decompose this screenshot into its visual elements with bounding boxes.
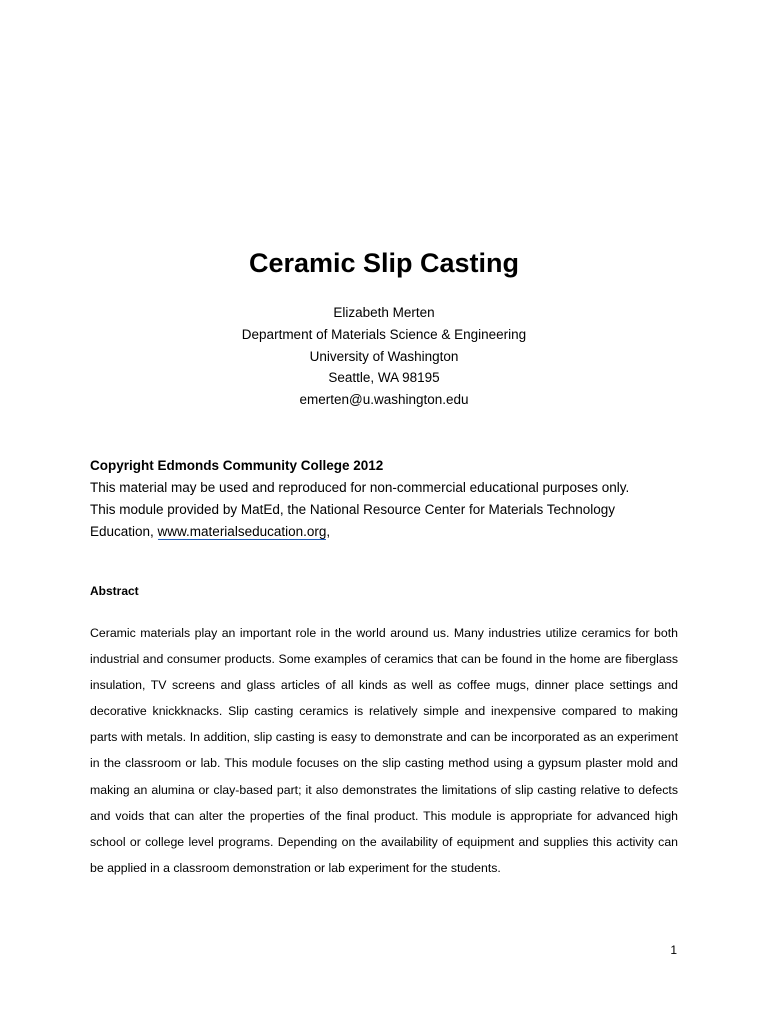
materialseducation-link[interactable]: www.materialseducation.org bbox=[157, 524, 327, 539]
copyright-line-2: This module provided by MatEd, the National Resource Center for Materials Technology bbox=[90, 502, 616, 517]
author-email: emerten@u.washington.edu bbox=[299, 392, 469, 408]
author-name: Elizabeth Merten bbox=[333, 305, 435, 320]
author-university: University of Washington bbox=[309, 348, 459, 364]
page-number: 1 bbox=[670, 943, 677, 957]
copyright-line-3 bbox=[90, 521, 690, 543]
copyright-line-1: This material may be used and reproduced for non-commercial educational purposes only. bbox=[90, 480, 630, 495]
author-location: Seattle, WA 98195 bbox=[328, 370, 440, 386]
abstract-text: Ceramic materials play an important role in the world around us. Many industries utilize ceramics for both industrial and consumer products. Some examples of ceramics that can be found in the home are fiberglass insulation, TV screens and glass articles of all kinds as well as coffee mugs, dinner place settings and decorative knickknacks. Slip casting ceramics is relatively simple and inexpensive compared to making parts with metals. In addition, slip casting is easy to demonstrate and can be incorporated as an experiment in the classroom or lab. This module focuses on the slip casting method using a gypsum plaster mold and making an alumina or clay-based part; it also demonstrates the limitations of slip casting relative to defects and voids that can alter the properties of the final product. This module is appropriate for advanced high school or college level programs. Depending on the availability of equipment and supplies this activity can be applied in a classroom demonstration or lab experiment for the students. bbox=[90, 626, 678, 875]
copyright-line-3-prefix: Education, bbox=[90, 524, 158, 539]
abstract-heading: Abstract bbox=[90, 584, 139, 598]
copyright-line-3-suffix: , bbox=[326, 524, 331, 539]
document-title: Ceramic Slip Casting bbox=[248, 248, 520, 278]
copyright-block bbox=[90, 455, 690, 543]
copyright-heading: Copyright Edmonds Community College 2012 bbox=[90, 458, 384, 473]
author-department: Department of Materials Science & Engineering bbox=[241, 326, 527, 342]
author-block bbox=[0, 302, 768, 411]
